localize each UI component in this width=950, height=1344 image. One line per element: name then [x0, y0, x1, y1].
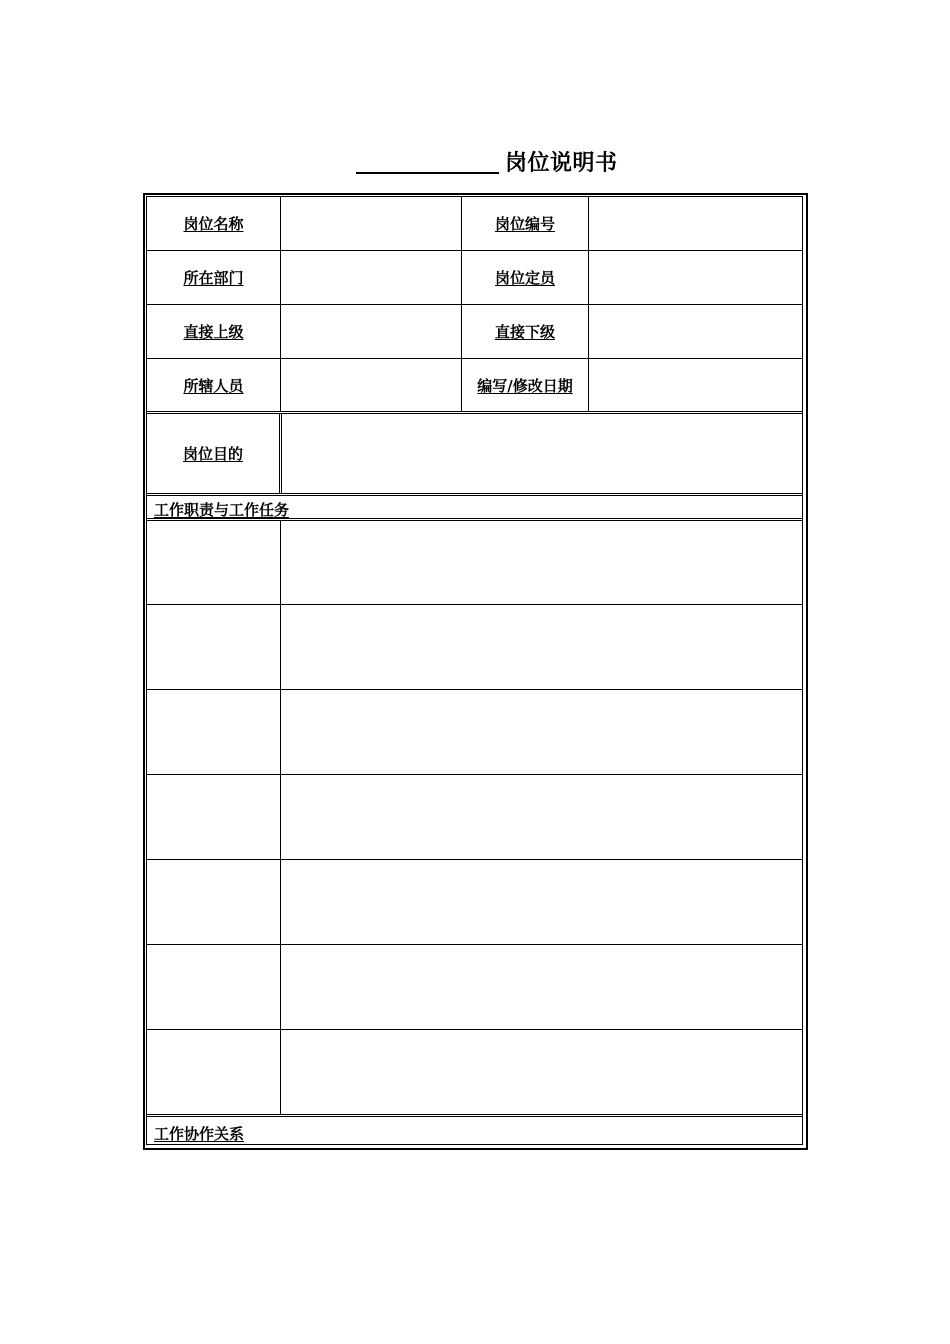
label-position-purpose: 岗位目的	[182, 445, 243, 463]
field-direct-subordinate[interactable]	[589, 305, 802, 358]
form-table-inner	[146, 196, 803, 1145]
task-cell-4[interactable]	[281, 775, 802, 859]
field-department[interactable]	[281, 251, 461, 304]
field-position-name[interactable]	[281, 197, 461, 250]
task-cell-2[interactable]	[281, 605, 802, 689]
label-direct-superior: 直接上级	[183, 323, 244, 341]
section-heading-duties: 工作职责与工作任务	[154, 501, 290, 519]
task-cell-1[interactable]	[281, 521, 802, 604]
label-direct-subordinate: 直接下级	[494, 323, 555, 341]
field-position-code[interactable]	[589, 197, 802, 250]
section-heading-cooperation: 工作协作关系	[154, 1125, 245, 1143]
duty-cell-6[interactable]	[147, 945, 280, 1029]
task-cell-3[interactable]	[281, 690, 802, 774]
task-cell-7[interactable]	[281, 1030, 802, 1114]
field-direct-superior[interactable]	[281, 305, 461, 358]
rule-double	[147, 493, 802, 496]
rule-double	[147, 1114, 802, 1117]
duty-cell-5[interactable]	[147, 860, 280, 944]
label-headcount: 岗位定员	[494, 269, 555, 287]
duty-cell-1[interactable]	[147, 521, 280, 604]
task-cell-6[interactable]	[281, 945, 802, 1029]
label-department: 所在部门	[183, 269, 244, 287]
label-position-code: 岗位编号	[494, 215, 555, 233]
field-staff-managed[interactable]	[281, 359, 461, 411]
duty-cell-7[interactable]	[147, 1030, 280, 1114]
duty-cell-4[interactable]	[147, 775, 280, 859]
label-position-name: 岗位名称	[183, 215, 244, 233]
title-text: 岗位说明书	[505, 151, 618, 176]
duty-cell-2[interactable]	[147, 605, 280, 689]
label-edit-date: 编写/修改日期	[477, 376, 573, 395]
duty-cell-3[interactable]	[147, 690, 280, 774]
document-title	[356, 146, 618, 177]
task-cell-5[interactable]	[281, 860, 802, 944]
form-table	[143, 193, 808, 1150]
field-headcount[interactable]	[589, 251, 802, 304]
label-staff-managed: 所辖人员	[183, 376, 244, 395]
field-edit-date[interactable]	[589, 359, 802, 411]
field-position-purpose[interactable]	[282, 414, 802, 493]
title-blank-line[interactable]	[356, 150, 499, 174]
